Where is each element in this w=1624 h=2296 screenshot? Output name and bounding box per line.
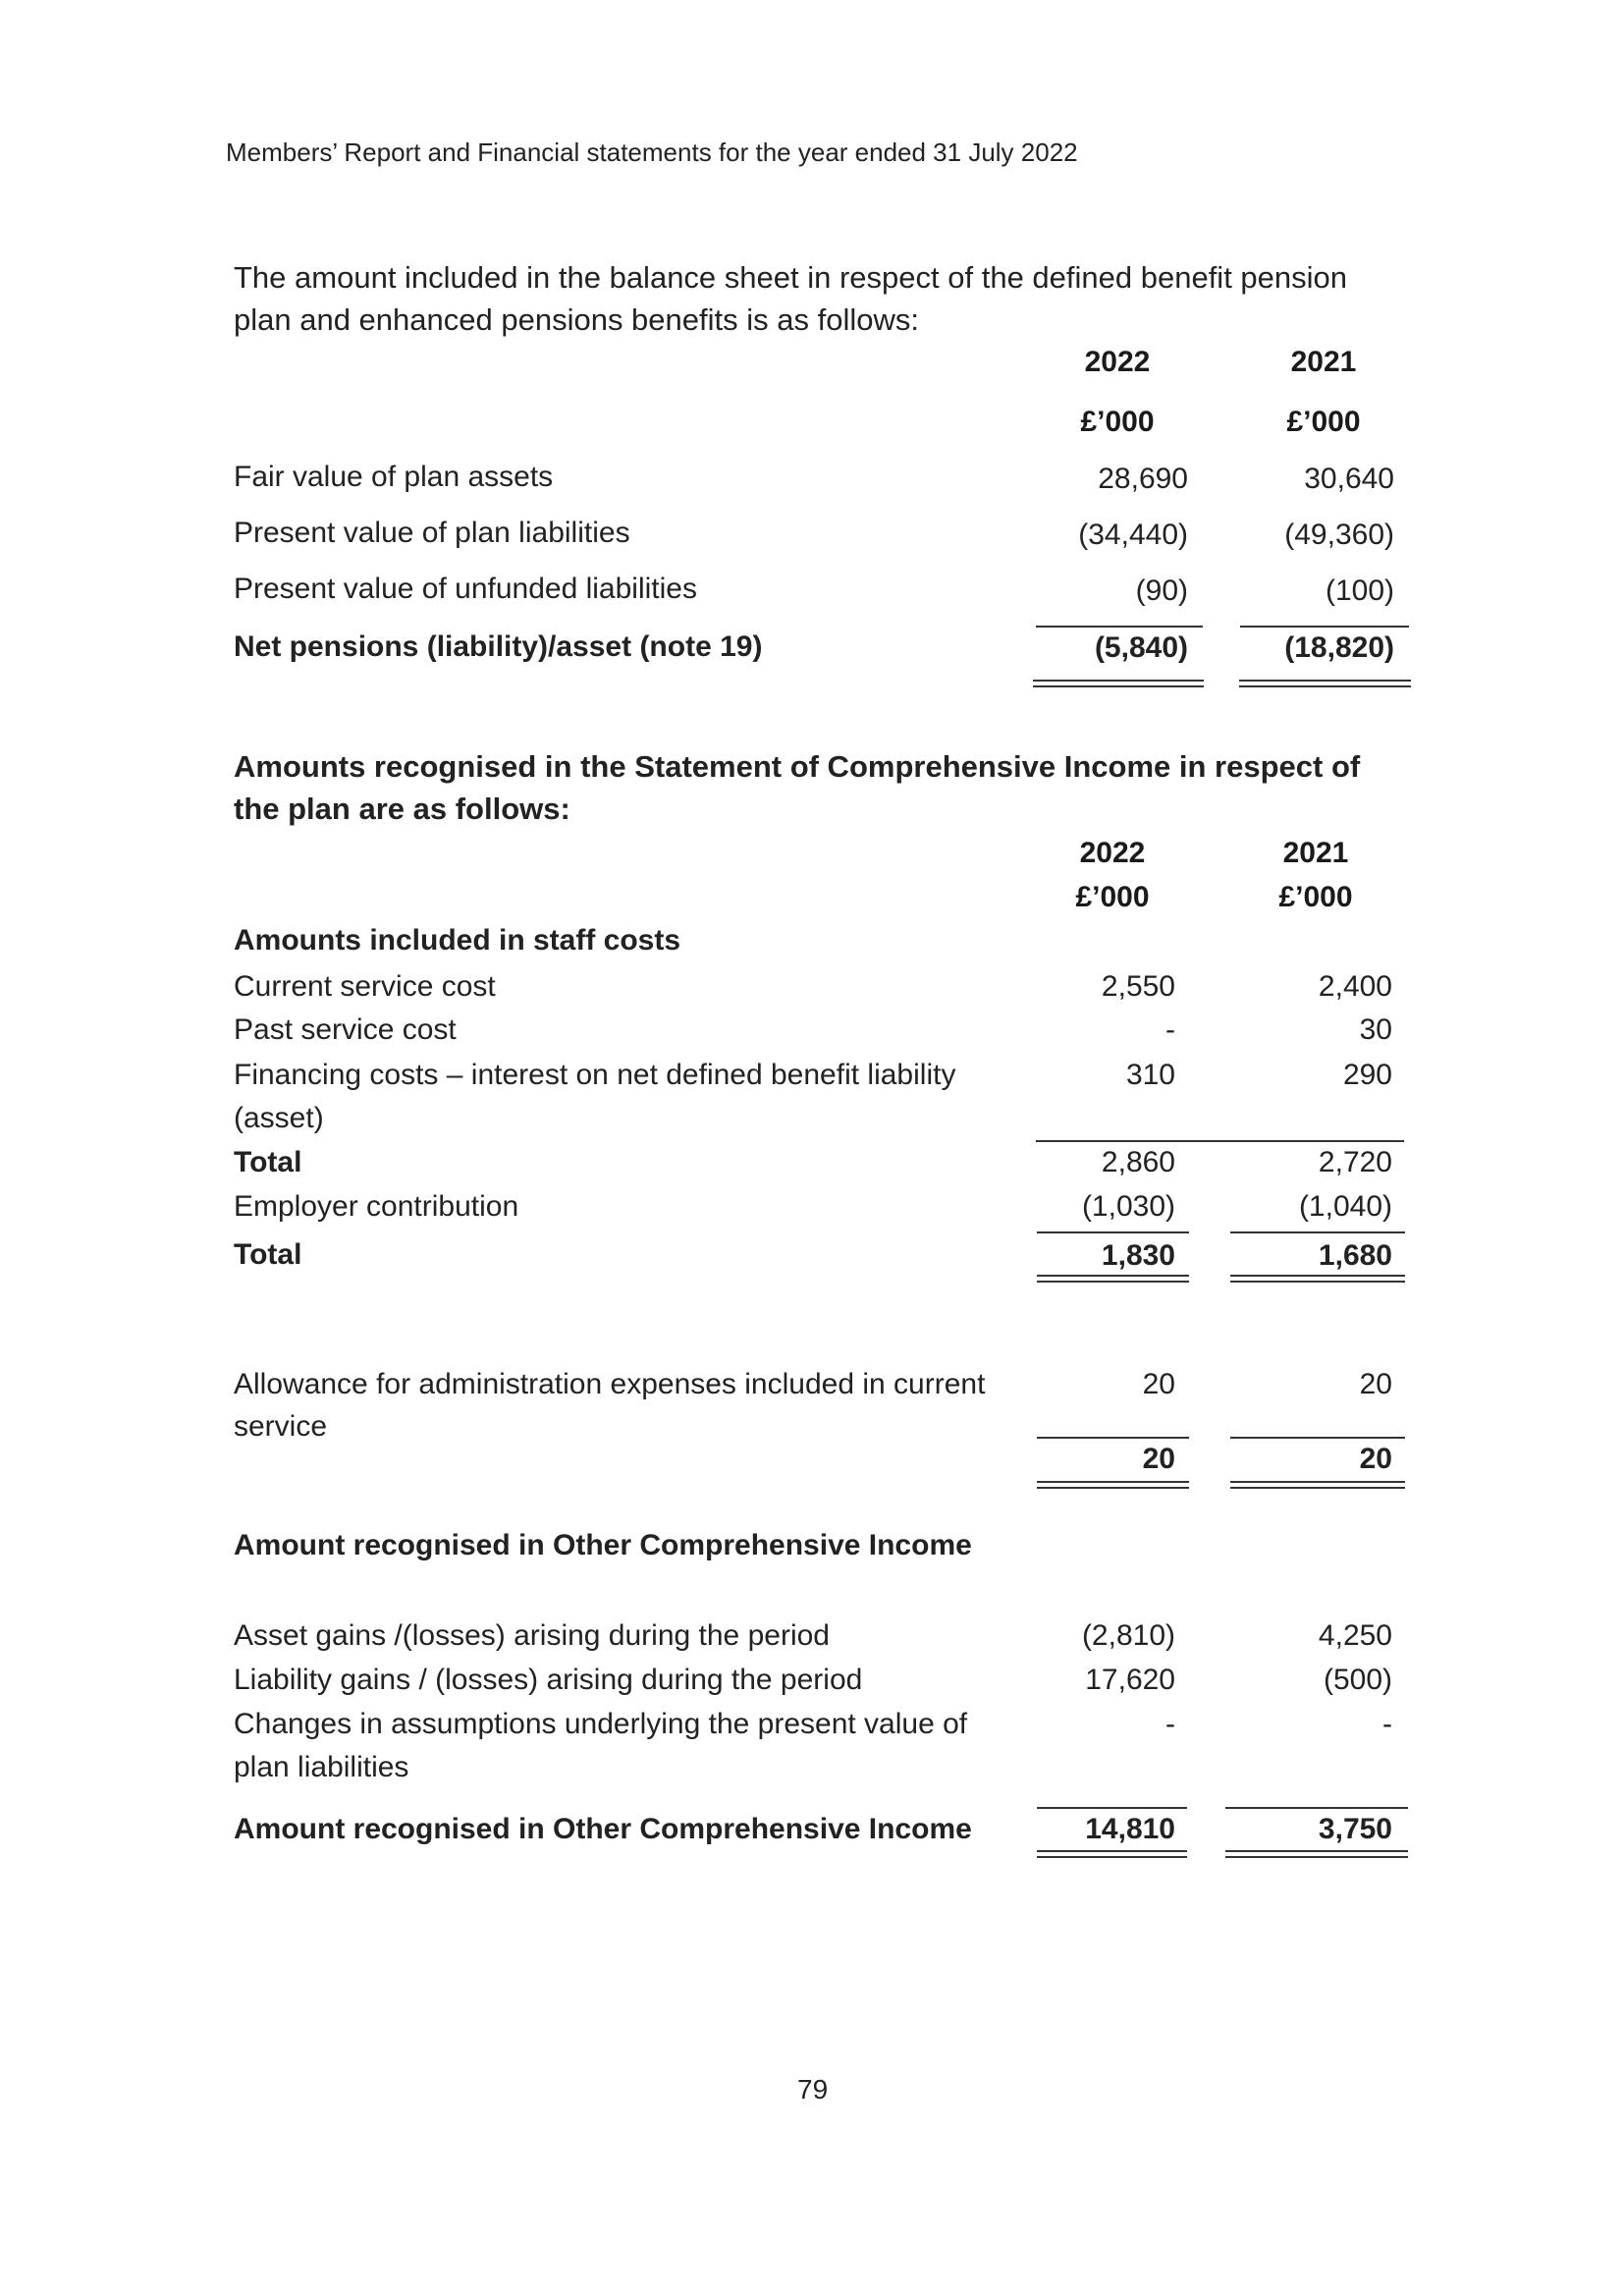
admin-expenses-total-2021: 20 [1359, 1443, 1392, 1475]
table-row-label: Changes in assumptions underlying the present value of [234, 1708, 968, 1740]
table-row-label: Liability gains / (losses) arising during the period [234, 1664, 863, 1696]
oci-total-2021: 3,750 [1318, 1813, 1392, 1845]
table-row-label-continued: plan liabilities [234, 1751, 409, 1783]
table-cell-2022: 2,550 [1101, 970, 1175, 1003]
subtotal-rule [1036, 1140, 1404, 1142]
total-2021: 2,720 [1318, 1146, 1392, 1178]
table-cell-2021: 2,400 [1318, 970, 1392, 1003]
table-cell-2022: (2,810) [1081, 1619, 1175, 1652]
admin-expenses-label-line1: Allowance for administration expenses included in current [234, 1368, 986, 1400]
total-double-rule [1230, 1275, 1405, 1283]
table-row-label-continued: (asset) [234, 1102, 324, 1134]
subtotal-rule [1225, 1807, 1408, 1809]
admin-expenses-2021: 20 [1359, 1368, 1392, 1400]
oci-total-label: Amount recognised in Other Comprehensive Income [234, 1813, 972, 1845]
total-double-rule [1033, 680, 1204, 687]
section1-col-unit-2021: £’000 [1286, 406, 1361, 438]
admin-expenses-2022: 20 [1142, 1368, 1175, 1400]
table-cell-2022: 17,620 [1085, 1664, 1175, 1696]
employer-contribution-label: Employer contribution [234, 1190, 519, 1223]
table-row-label: Financing costs – interest on net defined benefit liability [234, 1059, 956, 1091]
table-cell-2021: (49,360) [1284, 519, 1394, 551]
document-header: Members’ Report and Financial statements for the year ended 31 July 2022 [226, 137, 1078, 167]
section2-col-unit-2022: £’000 [1075, 881, 1150, 913]
total-label: Total [234, 1238, 302, 1271]
subtotal-rule [1230, 1231, 1405, 1233]
total-double-rule [1225, 1850, 1408, 1858]
subtotal-rule [1230, 1437, 1405, 1439]
table-cell-2022: - [1165, 1708, 1175, 1740]
table-cell-2021: 30 [1359, 1013, 1392, 1046]
staff-costs-subheading: Amounts included in staff costs [234, 924, 681, 957]
section1-col-year-2022: 2022 [1084, 346, 1151, 378]
section2-col-year-2022: 2022 [1079, 837, 1146, 869]
net-pensions-total-2022: (5,840) [1094, 631, 1188, 664]
subtotal-rule [1240, 626, 1409, 628]
admin-expenses-total-2022: 20 [1142, 1443, 1175, 1475]
page-number: 79 [797, 2074, 829, 2105]
subtotal-rule [1037, 1807, 1187, 1809]
total-label: Total [234, 1146, 302, 1178]
table-row-label: Asset gains /(losses) arising during the period [234, 1619, 830, 1652]
table-row-label: Fair value of plan assets [234, 461, 554, 493]
oci-total-2022: 14,810 [1085, 1813, 1175, 1845]
employer-contribution-2021: (1,040) [1298, 1190, 1392, 1223]
total-double-rule [1230, 1481, 1405, 1489]
total-2022: 2,860 [1101, 1146, 1175, 1178]
subtotal-rule [1037, 1231, 1189, 1233]
subtotal-rule [1036, 626, 1203, 628]
section1-intro-line2: plan and enhanced pensions benefits is as follows: [234, 302, 919, 337]
employer-contribution-2022: (1,030) [1081, 1190, 1175, 1223]
table-cell-2021: - [1382, 1708, 1392, 1740]
net-pensions-total-2021: (18,820) [1284, 631, 1394, 664]
section2-col-year-2021: 2021 [1282, 837, 1349, 869]
table-cell-2022: 28,690 [1098, 463, 1188, 495]
section1-col-unit-2022: £’000 [1080, 406, 1155, 438]
table-cell-2021: (100) [1325, 574, 1394, 607]
oci-heading: Amount recognised in Other Comprehensive Income [234, 1529, 972, 1561]
section1-col-year-2021: 2021 [1290, 346, 1357, 378]
admin-expenses-label-line2: service [234, 1410, 328, 1443]
table-cell-2021: 290 [1342, 1059, 1392, 1091]
table-cell-2021: 30,640 [1304, 463, 1394, 495]
table-row-label: Present value of plan liabilities [234, 517, 630, 549]
table-cell-2022: (90) [1135, 574, 1188, 607]
subtotal-rule [1037, 1437, 1189, 1439]
table-row-label: Past service cost [234, 1013, 457, 1046]
total-double-rule [1239, 680, 1411, 687]
table-cell-2022: (34,440) [1078, 519, 1188, 551]
section2-title-line1: Amounts recognised in the Statement of Comprehensive Income in respect of [234, 749, 1361, 784]
table-cell-2021: 4,250 [1318, 1619, 1392, 1652]
section1-intro-line1: The amount included in the balance sheet in respect of the defined benefit pension [234, 260, 1348, 295]
total-double-rule [1037, 1481, 1189, 1489]
net-pensions-total-label: Net pensions (liability)/asset (note 19) [234, 630, 763, 663]
section2-title-line2: the plan are as follows: [234, 792, 570, 826]
table-row-label: Current service cost [234, 970, 496, 1003]
table-cell-2022: - [1165, 1013, 1175, 1046]
total-double-rule [1037, 1275, 1189, 1283]
table-cell-2021: (500) [1323, 1664, 1392, 1696]
table-row-label: Present value of unfunded liabilities [234, 573, 697, 605]
table-cell-2022: 310 [1125, 1059, 1175, 1091]
section2-col-unit-2021: £’000 [1278, 881, 1353, 913]
total-double-rule [1037, 1850, 1187, 1858]
total-2022: 1,830 [1101, 1239, 1175, 1272]
total-2021: 1,680 [1318, 1239, 1392, 1272]
